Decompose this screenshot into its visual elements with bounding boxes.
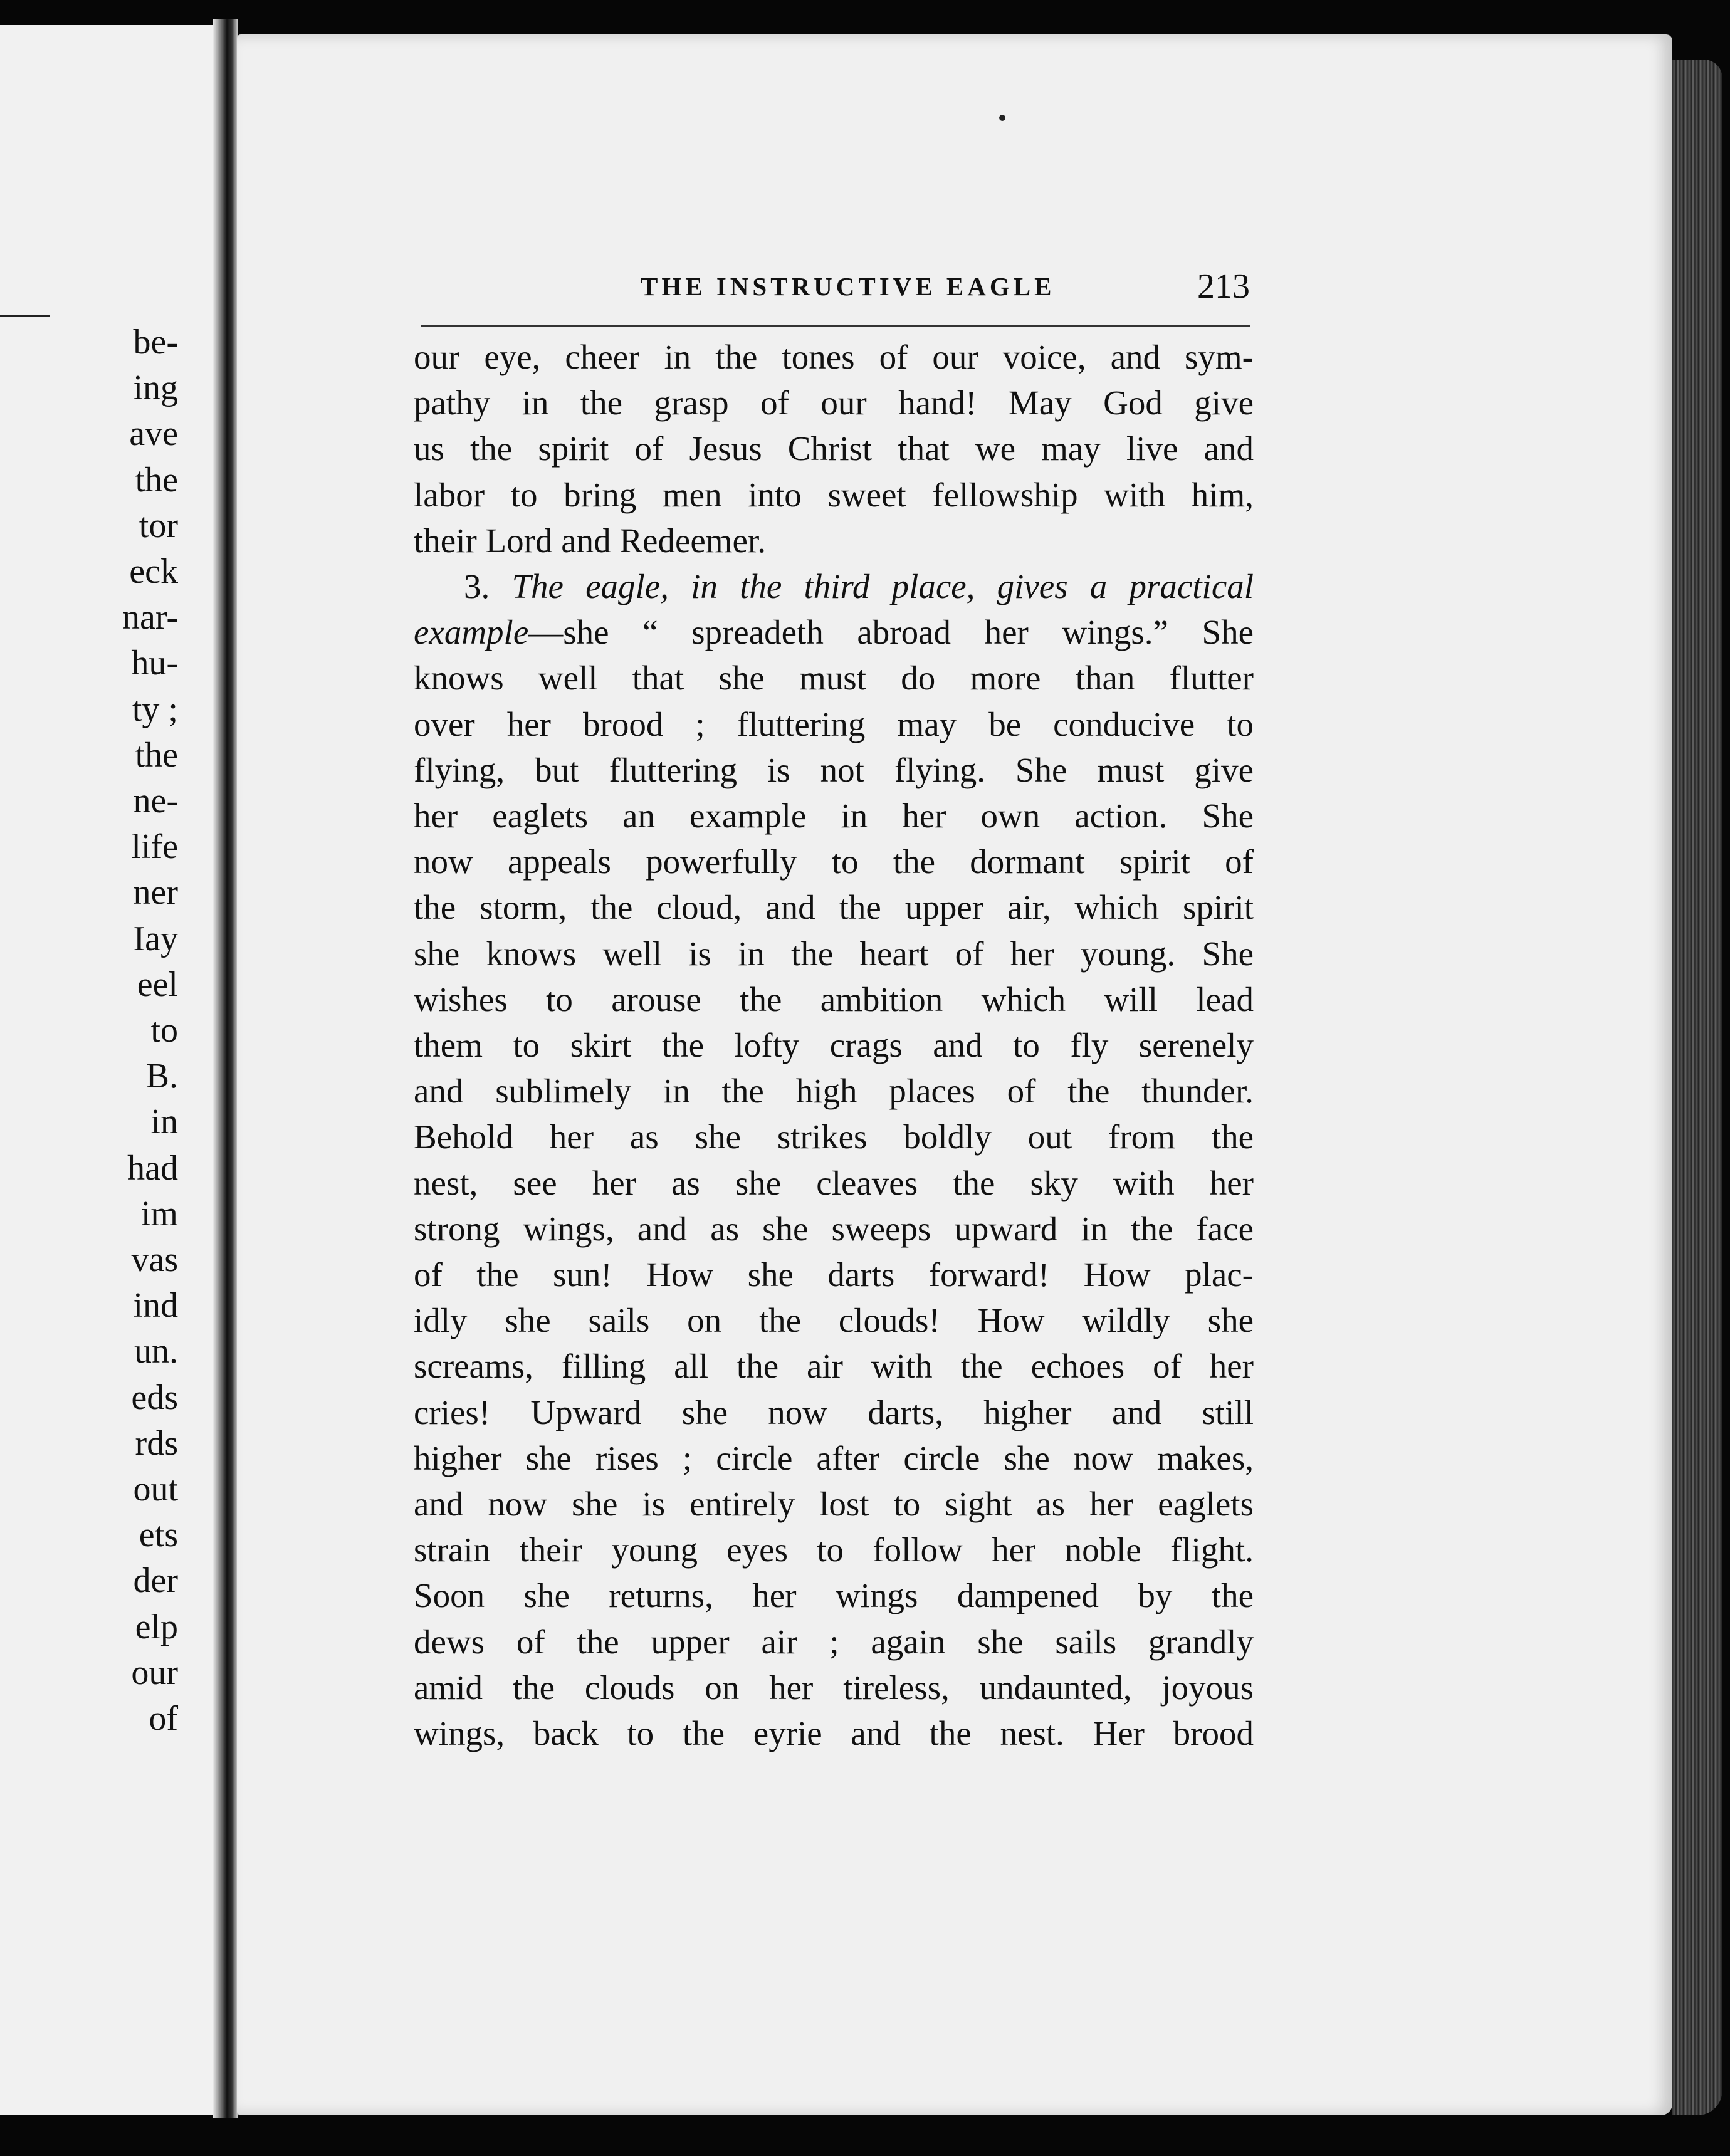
text-line: us the spirit of Jesus Christ that we may live and <box>414 429 1254 468</box>
previous-page-line: ner <box>133 873 178 913</box>
previous-page-line: out <box>133 1470 178 1509</box>
previous-page-line: the <box>135 735 178 775</box>
previous-page-line: in <box>150 1102 178 1142</box>
previous-page-line: B. <box>145 1057 178 1096</box>
text-line: labor to bring men into sweet fellowship with him, <box>414 475 1254 514</box>
text-line: strong wings, and as she sweeps upward in the face <box>414 1209 1254 1248</box>
previous-page-rule <box>0 315 50 317</box>
text-line: cries! Upward she now darts, higher and still <box>414 1393 1254 1431</box>
previous-page-line: ing <box>133 369 178 408</box>
previous-page-line: ne- <box>133 782 178 821</box>
previous-page-line: ave <box>129 414 178 454</box>
text-line: wishes to arouse the ambition which will lead <box>414 980 1254 1018</box>
section-number: 3. <box>464 567 490 606</box>
previous-page-line: life <box>131 827 178 867</box>
previous-page-line: our <box>131 1653 178 1692</box>
previous-page-line: had <box>127 1148 178 1188</box>
text-line: the storm, the cloud, and the upper air, which spirit <box>414 888 1254 927</box>
text-line: them to skirt the lofty crags and to fly serenely <box>414 1026 1254 1065</box>
previous-page-line: un. <box>134 1332 178 1371</box>
previous-page-line: be- <box>133 323 178 362</box>
text-line: dews of the upper air ; again she sails grandly <box>414 1622 1254 1661</box>
text-line: pathy in the grasp of our hand! May God give <box>414 384 1254 422</box>
previous-page-line: vas <box>131 1240 178 1280</box>
header-rule <box>421 325 1250 327</box>
previous-page-line: tor <box>139 506 178 545</box>
text-line <box>414 609 1254 655</box>
previous-page-line: ty ; <box>132 689 178 729</box>
previous-page-line: rds <box>135 1423 178 1463</box>
previous-page-fragment <box>0 25 227 2115</box>
text-line: idly she sails on the clouds! How wildly she <box>414 1301 1254 1340</box>
body-text <box>414 334 1254 1756</box>
text-segment: —she “ spreadeth abroad her wings.” She <box>528 613 1254 652</box>
previous-page-line: hu- <box>131 644 178 683</box>
text-line: Behold her as she strikes boldly out from the <box>414 1117 1254 1156</box>
section-heading-line <box>414 563 1254 609</box>
page-number: 213 <box>1197 267 1250 306</box>
text-line: now appeals powerfully to the dormant spirit of <box>414 842 1254 881</box>
text-line: Soon she returns, her wings dampened by the <box>414 1576 1254 1615</box>
text-line: flying, but fluttering is not flying. She must give <box>414 750 1254 789</box>
book-gutter <box>213 19 238 2118</box>
previous-page-line: to <box>150 1011 178 1050</box>
previous-page-line: the <box>135 460 178 500</box>
text-line: knows well that she must do more than flutter <box>414 659 1254 698</box>
text-line: wings, back to the eyrie and the nest. Her brood <box>414 1714 1254 1753</box>
text-line: she knows well is in the heart of her young. She <box>414 934 1254 973</box>
previous-page-line: ets <box>139 1515 178 1555</box>
section-heading-end: example <box>414 613 529 652</box>
previous-page-line: eel <box>137 965 178 1004</box>
running-title: THE INSTRUCTIVE EAGLE <box>641 272 1056 301</box>
previous-page-text <box>0 320 178 1742</box>
running-header <box>421 266 1250 323</box>
text-line: over her brood ; fluttering may be conducive to <box>414 704 1254 743</box>
text-line: and sublimely in the high places of the thunder. <box>414 1072 1254 1111</box>
previous-page-line: im <box>140 1194 178 1233</box>
previous-page-line: der <box>133 1561 178 1601</box>
previous-page-line: elp <box>135 1607 178 1646</box>
text-line: higher she rises ; circle after circle she now makes, <box>414 1438 1254 1477</box>
text-line: of the sun! How she darts forward! How plac- <box>414 1255 1254 1294</box>
page-edges <box>1672 60 1722 2115</box>
previous-page-line: of <box>149 1699 178 1739</box>
text-line: their Lord and Redeemer. <box>414 521 767 560</box>
previous-page-line: eck <box>129 552 178 592</box>
text-line: screams, filling all the air with the echoes of her <box>414 1347 1254 1386</box>
text-line: her eaglets an example in her own action. She <box>414 797 1254 835</box>
text-line: and now she is entirely lost to sight as her eaglets <box>414 1485 1254 1524</box>
text-line: amid the clouds on her tireless, undaunted, joyous <box>414 1668 1254 1707</box>
text-line: nest, see her as she cleaves the sky with her <box>414 1163 1254 1202</box>
previous-page-line: nar- <box>122 598 178 637</box>
previous-page-line: eds <box>131 1378 178 1417</box>
previous-page-line: Iay <box>133 919 178 958</box>
text-line: strain their young eyes to follow her noble flight. <box>414 1531 1254 1569</box>
ink-speck <box>999 115 1005 121</box>
section-heading: The eagle, in the third place, gives a practical <box>511 567 1254 606</box>
previous-page-line: ind <box>133 1286 178 1326</box>
text-line: our eye, cheer in the tones of our voice, and sym- <box>414 338 1254 376</box>
